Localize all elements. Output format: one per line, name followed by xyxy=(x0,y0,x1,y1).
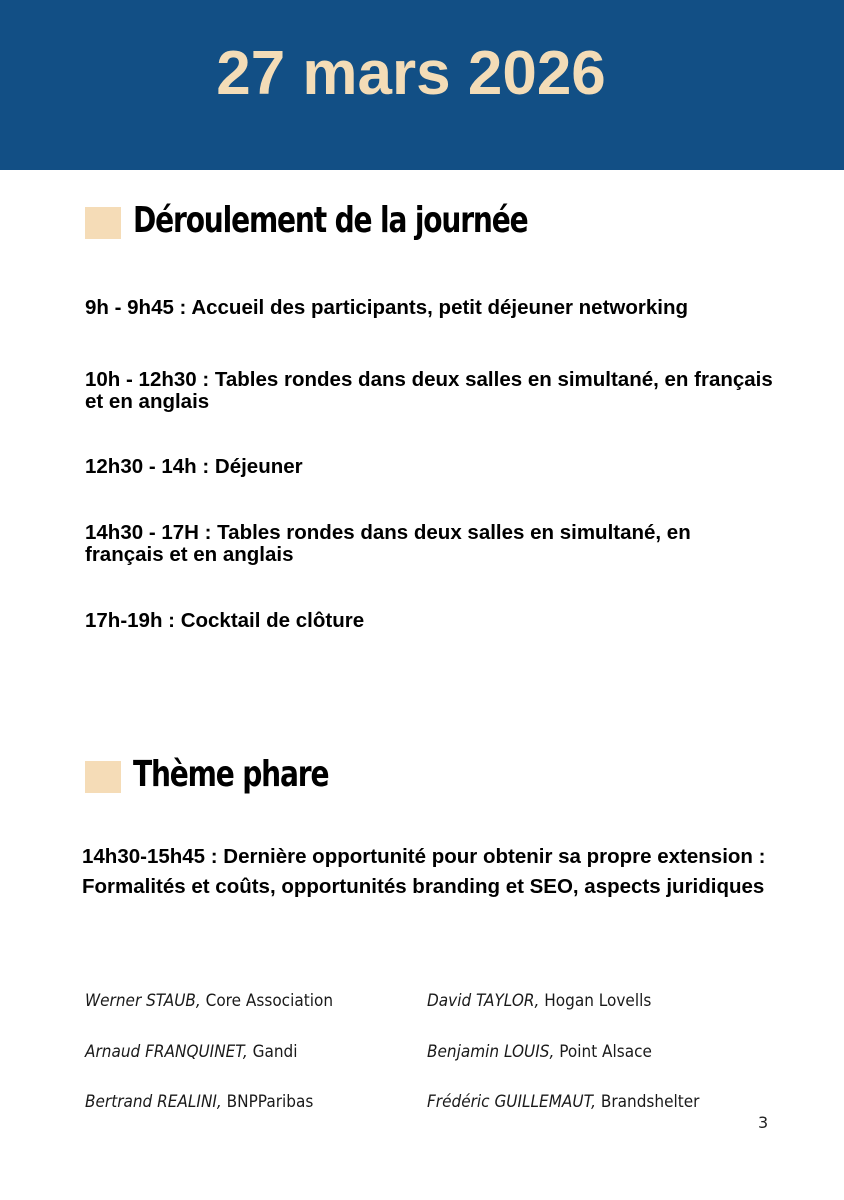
schedule-item: 10h - 12h30 : Tables rondes dans deux salles en simultané, en français et en anglais xyxy=(85,368,773,413)
speaker-organization: Gandi xyxy=(252,1042,298,1062)
header-banner xyxy=(0,0,844,170)
schedule-section-title: Déroulement de la journée xyxy=(133,200,528,241)
speaker-entry xyxy=(427,1091,699,1113)
speaker-name: Frédéric GUILLEMAUT, xyxy=(427,1092,596,1112)
speaker-entry xyxy=(85,990,333,1012)
speaker-organization: BNPParibas xyxy=(226,1092,314,1112)
section-bullet-square xyxy=(85,761,121,793)
speaker-entry xyxy=(85,1091,313,1113)
speaker-organization: Brandshelter xyxy=(600,1092,700,1112)
section-bullet-square xyxy=(85,207,121,239)
speaker-name: Bertrand REALINI, xyxy=(85,1092,222,1112)
speaker-name: Benjamin LOUIS, xyxy=(427,1042,555,1062)
schedule-item: 12h30 - 14h : Déjeuner xyxy=(85,455,303,478)
speaker-entry xyxy=(427,1041,652,1063)
speaker-name: David TAYLOR, xyxy=(427,991,540,1011)
speaker-entry xyxy=(427,990,651,1012)
theme-description: 14h30-15h45 : Dernière opportunité pour obtenir sa propre extension : Formalités et coûts, opportunités branding et SEO, aspects juridiques xyxy=(82,845,766,898)
speaker-name: Arnaud FRANQUINET, xyxy=(85,1042,248,1062)
speaker-entry xyxy=(85,1041,297,1063)
theme-section-title: Thème phare xyxy=(133,754,329,795)
page-number: 3 xyxy=(758,1113,769,1132)
speaker-name: Werner STAUB, xyxy=(85,991,201,1011)
schedule-item: 14h30 - 17H : Tables rondes dans deux salles en simultané, en français et en anglais xyxy=(85,521,691,566)
speaker-organization: Core Association xyxy=(205,991,334,1011)
event-date-title: 27 mars 2026 xyxy=(216,39,606,108)
schedule-item: 9h - 9h45 : Accueil des participants, petit déjeuner networking xyxy=(85,296,688,319)
schedule-item: 17h-19h : Cocktail de clôture xyxy=(85,609,365,632)
speaker-organization: Point Alsace xyxy=(559,1042,652,1062)
speaker-organization: Hogan Lovells xyxy=(544,991,652,1011)
